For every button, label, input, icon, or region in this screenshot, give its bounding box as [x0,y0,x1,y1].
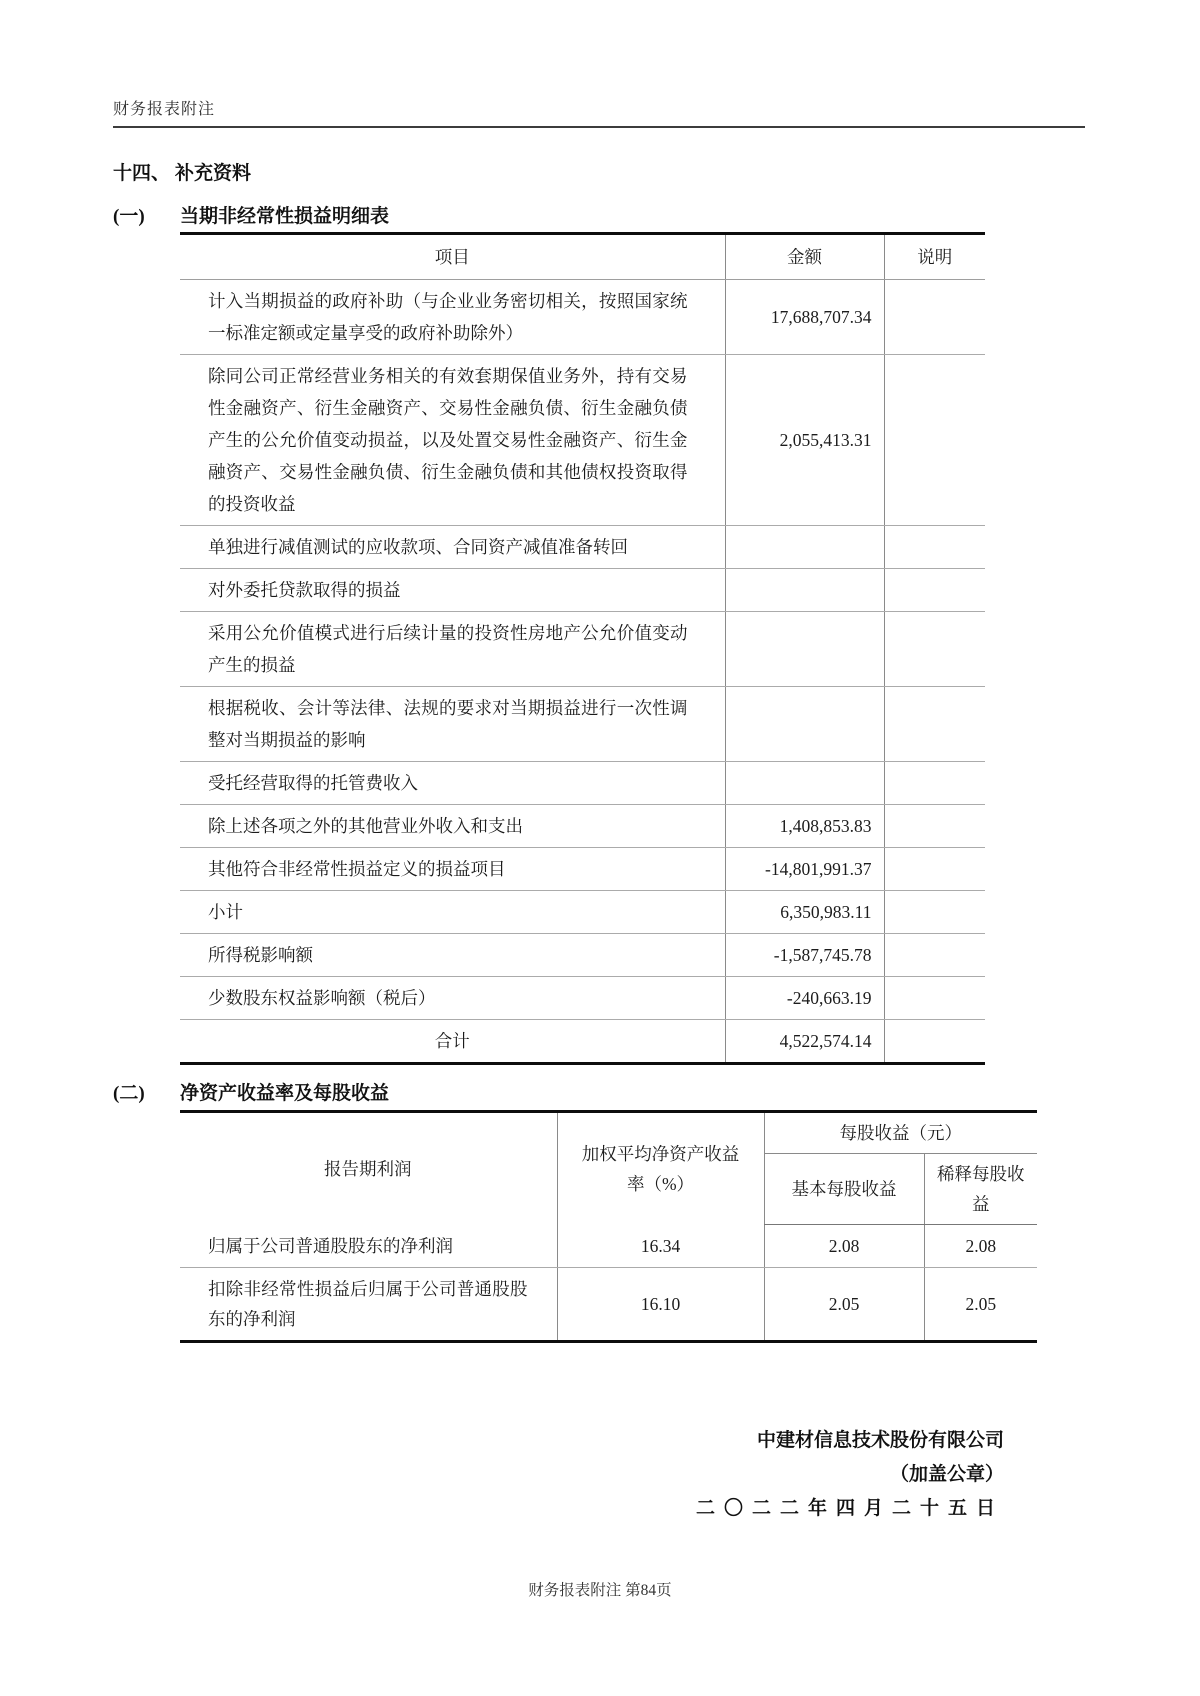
item-cell: 扣除非经常性损益后归属于公司普通股股东的净利润 [208,1279,528,1329]
note-cell [884,526,985,569]
part1-heading [113,201,389,228]
item-cell: 除上述各项之外的其他营业外收入和支出 [180,805,725,848]
part2-number: (二) [113,1083,145,1104]
table-row [180,569,985,612]
table-row [180,891,985,934]
item-cell: 其他符合非经常性损益定义的损益项目 [180,848,725,891]
item-cell: 计入当期损益的政府补助（与企业业务密切相关，按照国家统一标准定额或定量享受的政府补助除外） [180,280,725,355]
page-footer [0,1578,1200,1600]
part2-heading [113,1078,389,1105]
amount-cell: -1,587,745.78 [725,934,884,977]
item-cell: 归属于公司普通股股东的净利润 [180,1225,557,1268]
section-heading [113,158,251,185]
amount-cell: -240,663.19 [725,977,884,1020]
page-number-text: 财务报表附注 第84页 [528,1582,672,1599]
col-header-report-profit: 报告期利润 [324,1158,412,1179]
section-number: 十四、 [113,163,171,184]
col-header-item: 项目 [180,234,725,280]
col-header-weighted-roe: 加权平均净资产收益率（%） [557,1112,764,1225]
amount-cell: 2,055,413.31 [725,355,884,526]
non-recurring-gains-table [180,232,985,1065]
note-cell [884,1020,985,1064]
table-row [180,355,985,526]
roe-cell: 16.10 [557,1268,764,1342]
table-row [180,1268,1037,1342]
note-cell [884,355,985,526]
amount-cell [725,762,884,805]
part1-number: (一) [113,206,145,227]
page-header-title: 财务报表附注 [113,101,216,118]
note-cell [884,280,985,355]
amount-cell [725,569,884,612]
item-cell: 除同公司正常经营业务相关的有效套期保值业务外，持有交易性金融资产、衍生金融资产、交易性金融负债、衍生金融负债产生的公允价值变动损益，以及处置交易性金融资产、衍生金融资产、交易性金融负债、衍生金融负债和其他债权投资取得的投资收益 [180,355,725,526]
amount-cell: 1,408,853.83 [725,805,884,848]
basic-eps-cell: 2.05 [764,1268,924,1342]
note-cell [884,612,985,687]
table-row [180,977,985,1020]
note-cell [884,977,985,1020]
amount-cell [725,612,884,687]
roe-eps-table [180,1110,1037,1343]
diluted-eps-cell: 2.08 [924,1225,1037,1268]
item-cell: 少数股东权益影响额（税后） [180,977,725,1020]
col-header-diluted-eps: 稀释每股收益 [924,1154,1037,1225]
col-header-basic-eps: 基本每股收益 [764,1154,924,1225]
roe-cell: 16.34 [557,1225,764,1268]
item-cell: 小计 [180,891,725,934]
item-cell: 对外委托贷款取得的损益 [180,569,725,612]
note-cell [884,569,985,612]
part2-title: 净资产收益率及每股收益 [180,1083,390,1104]
amount-cell [725,526,884,569]
note-cell [884,687,985,762]
note-cell [884,805,985,848]
amount-cell [725,687,884,762]
item-cell: 单独进行减值测试的应收款项、合同资产减值准备转回 [180,526,725,569]
col-header-amount: 金额 [725,234,884,280]
table-row [180,687,985,762]
signature-company: 中建材信息技术股份有限公司 [756,1430,1004,1451]
table-row [180,805,985,848]
col-header-eps-group: 每股收益（元） [764,1112,1037,1154]
item-cell: 所得税影响额 [180,934,725,977]
table-row [180,934,985,977]
item-cell: 根据税收、会计等法律、法规的要求对当期损益进行一次性调整对当期损益的影响 [180,687,725,762]
note-cell [884,934,985,977]
signature-seal: （加盖公章） [889,1464,1004,1485]
table-header-row [180,234,985,280]
signature-date: 二〇二二年四月二十五日 [695,1498,1004,1519]
table-row [180,280,985,355]
basic-eps-cell: 2.08 [764,1225,924,1268]
note-cell [884,762,985,805]
table-row [180,526,985,569]
item-cell: 合计 [434,1031,470,1051]
table-row [180,848,985,891]
table-row [180,612,985,687]
note-cell [884,891,985,934]
amount-cell: 6,350,983.11 [725,891,884,934]
note-cell [884,848,985,891]
table-header-row [180,1112,1037,1154]
amount-cell: 4,522,574.14 [725,1020,884,1064]
item-cell: 采用公允价值模式进行后续计量的投资性房地产公允价值变动产生的损益 [180,612,725,687]
section-title: 补充资料 [175,163,252,184]
page-header [113,96,1085,128]
table-row [180,762,985,805]
item-cell: 受托经营取得的托管费收入 [180,762,725,805]
col-header-note: 说明 [884,234,985,280]
amount-cell: 17,688,707.34 [725,280,884,355]
amount-cell: -14,801,991.37 [725,848,884,891]
part1-title: 当期非经常性损益明细表 [180,206,390,227]
table-row [180,1225,1037,1268]
table-row [180,1020,985,1064]
signature-block [696,1424,1004,1526]
diluted-eps-cell: 2.05 [924,1268,1037,1342]
